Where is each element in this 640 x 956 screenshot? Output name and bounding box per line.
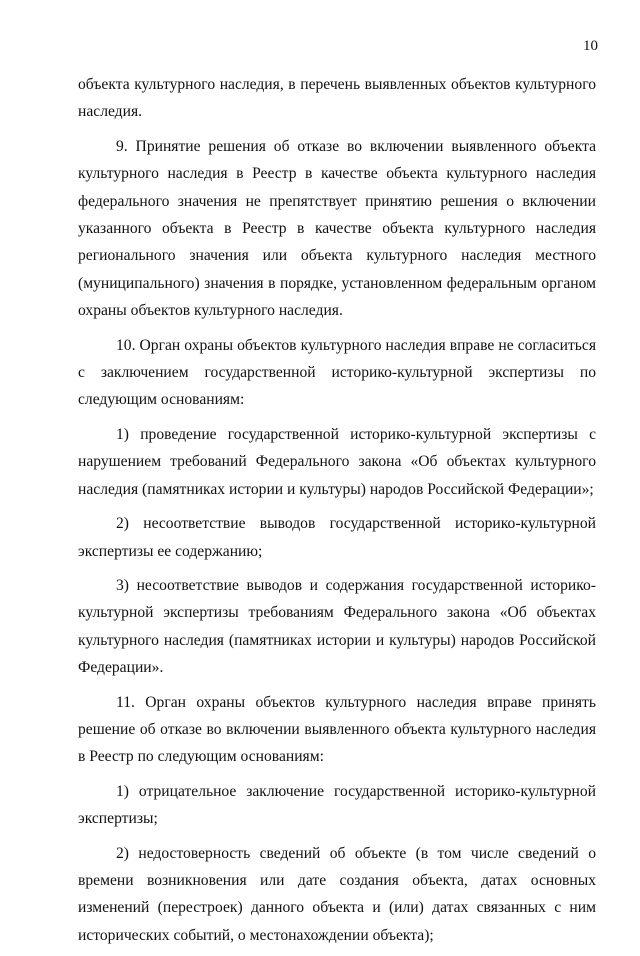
paragraph-9: 9. Принятие решения об отказе во включении выявленного объекта культурного наследия в Реестр в качестве объекта культурного наследия федерального значения не препятствует принятию решения о включении указанного объекта в Реестр в качестве объекта культурного наследия регионального значения или объекта культурного наследия местного (муниципального) значения в порядке, установленном федеральным органом охраны объектов культурного наследия. <box>78 137 596 320</box>
paragraph-10: 10. Орган охраны объектов культурного наследия вправе не согласиться с заключением государственной историко-культурной экспертизы по следующим основаниям: <box>78 336 596 409</box>
paragraph-10-item-3: 3) несоответствие выводов и содержания государственной историко-культурной экспертизы требованиям Федерального закона «Об объектах культурного наследия (памятниках истории и культуры) народов Российской Федерации». <box>78 576 596 677</box>
paragraph-10-item-1: 1) проведение государственной историко-культурной экспертизы с нарушением требований Федерального закона «Об объектах культурного наследия (памятниках истории и культуры) народов Российской Федерации»; <box>78 425 596 498</box>
paragraph-11-item-2: 2) недостоверность сведений об объекте (в том числе сведений о времени возникновения или дате создания объекта, датах основных изменений (перестроек) данного объекта и (или) датах связанных с ним исторических событий, о местонахождении объекта); <box>78 844 596 944</box>
paragraph-11: 11. Орган охраны объектов культурного наследия вправе принять решение об отказе во включении выявленного объекта культурного наследия в Реестр по следующим основаниям: <box>78 693 596 766</box>
paragraph-11-item-1: 1) отрицательное заключение государственной историко-культурной экспертизы; <box>78 782 596 828</box>
paragraph-1: объекта культурного наследия, в перечень выявленных объектов культурного наследия. <box>78 76 596 121</box>
document-body <box>78 71 596 956</box>
paragraph-10-item-2: 2) несоответствие выводов государственной историко-культурной экспертизы ее содержанию; <box>78 515 596 560</box>
page-number: 10 <box>583 38 598 54</box>
